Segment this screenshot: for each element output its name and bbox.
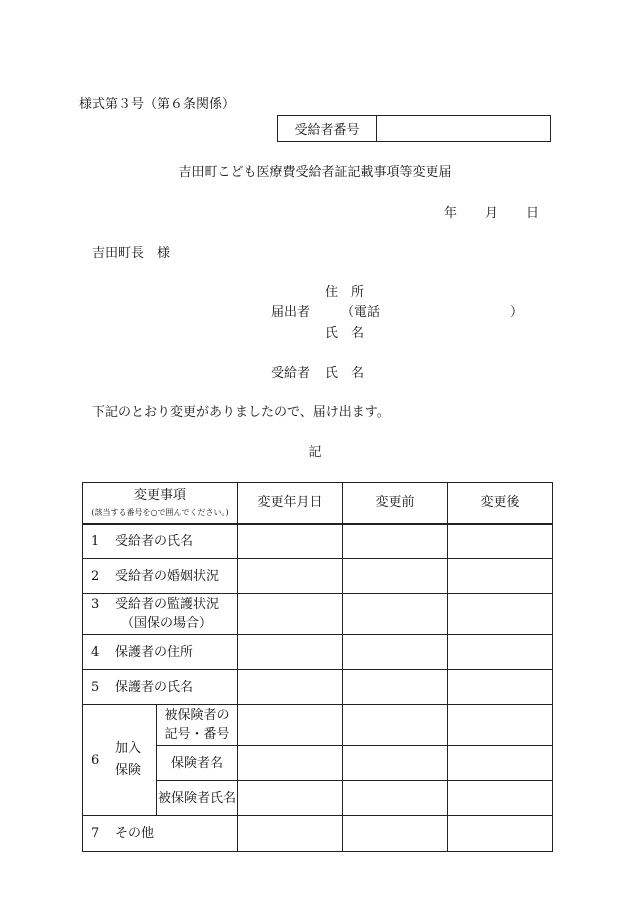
form-number: 様式第３号（第６条関係） [79,97,236,112]
row-6a-date[interactable] [238,705,343,746]
document-title: 吉田町こども医療費受給者証記載事項等変更届 [178,165,452,180]
row-6a-before[interactable] [343,705,448,746]
row-4-date[interactable] [238,635,343,670]
row-4-before[interactable] [343,635,448,670]
row-1-after[interactable] [448,524,553,559]
row-6-label [83,705,157,816]
row-4-label: 4 保護者の住所 [83,635,238,670]
change-table [82,482,553,852]
row-6c-after[interactable] [448,781,553,816]
table-row [83,524,553,559]
recipient-label: 受給者 [271,366,311,381]
row-7-before[interactable] [343,816,448,852]
header-item-note: (該当する番号を○で囲んでください。) [91,507,229,517]
table-row [83,816,553,852]
row-5-before[interactable] [343,670,448,705]
row-2-before[interactable] [343,559,448,594]
address-label: 住 所 [325,285,365,300]
row-5-label: 5 保護者の氏名 [83,670,238,705]
table-row [83,670,553,705]
row-6b-label: 保険者名 [157,746,238,781]
table-row [83,705,553,746]
recipient-number-field[interactable] [377,116,550,141]
row-2-date[interactable] [238,559,343,594]
date-month: 月 [485,206,499,221]
header-after: 変更後 [448,483,553,524]
row-1-label: 1 受給者の氏名 [83,524,238,559]
row-3-after[interactable] [448,594,553,635]
row-6a-label: 被保険者の 記号・番号 [157,705,238,746]
row-3-label: 3 受給者の監護状況 （国保の場合） [83,594,238,635]
table-row [83,594,553,635]
row-1-before[interactable] [343,524,448,559]
table-row [83,635,553,670]
recipient-number-box [277,115,551,142]
header-item-cell [83,483,238,524]
row-4-after[interactable] [448,635,553,670]
row-6b-before[interactable] [343,746,448,781]
row-1-date[interactable] [238,524,343,559]
header-item-label: 変更事項 [134,487,187,503]
row-6-num: 6 [91,752,100,768]
row-6-label-line1: 加入 [115,741,142,756]
recipient-number-label: 受給者番号 [278,116,377,141]
row-2-label: 2 受給者の婚姻状況 [83,559,238,594]
row-6-label-line2: 保険 [115,763,142,778]
row-6a-after[interactable] [448,705,553,746]
row-5-after[interactable] [448,670,553,705]
row-6c-label: 被保険者氏名 [157,781,238,816]
notifier-name-label: 氏 名 [325,326,365,341]
table-header-row [83,483,553,524]
phone-label: （電話 [341,305,381,320]
row-6b-date[interactable] [238,746,343,781]
date-year: 年 [444,206,458,221]
header-date: 変更年月日 [238,483,343,524]
row-5-date[interactable] [238,670,343,705]
statement: 下記のとおり変更がありましたので、届け出ます。 [92,405,390,420]
recipient-name-label: 氏 名 [325,366,365,381]
row-2-after[interactable] [448,559,553,594]
row-6c-before[interactable] [343,781,448,816]
notifier-label: 届出者 [271,305,311,320]
row-3-date[interactable] [238,594,343,635]
addressee: 吉田町長 様 [92,246,171,261]
phone-close: ） [510,305,524,320]
date-day: 日 [526,206,540,221]
ki-mark: 記 [308,445,322,460]
header-before: 変更前 [343,483,448,524]
row-3-before[interactable] [343,594,448,635]
row-7-date[interactable] [238,816,343,852]
row-7-after[interactable] [448,816,553,852]
row-6b-after[interactable] [448,746,553,781]
row-7-label: 7 その他 [83,816,238,852]
table-row [83,559,553,594]
row-3-sub: （国保の場合） [121,616,213,631]
row-6c-date[interactable] [238,781,343,816]
